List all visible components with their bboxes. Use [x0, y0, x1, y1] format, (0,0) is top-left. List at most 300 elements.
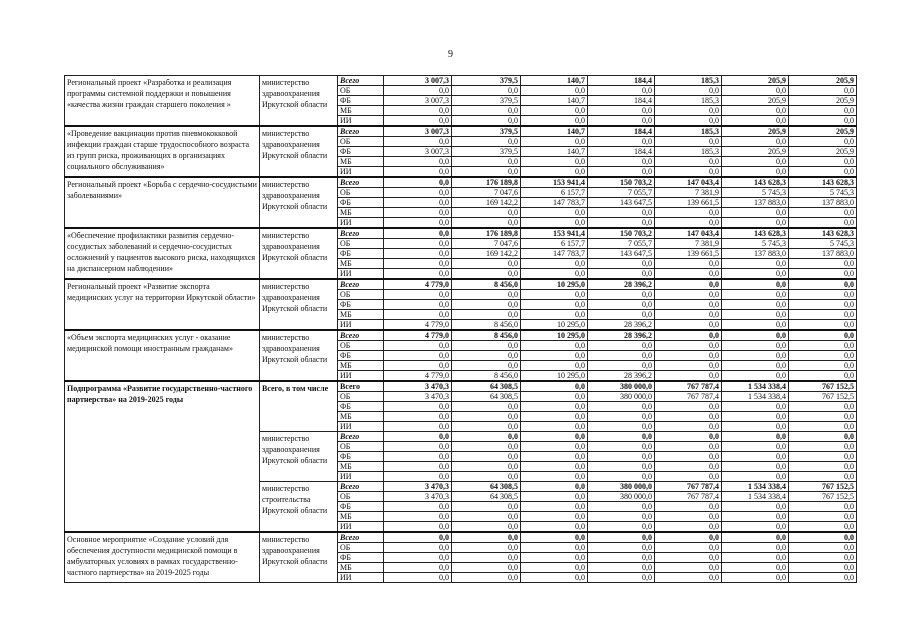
amount-cell: 0,0 — [452, 86, 521, 96]
executor-cell: министерство здравоохранения Иркутской области — [260, 126, 338, 177]
amount-cell: 0,0 — [588, 300, 655, 310]
amount-cell: 0,0 — [722, 86, 789, 96]
amount-cell: 380 000,0 — [588, 492, 655, 502]
amount-cell: 0,0 — [384, 106, 452, 116]
funding-source-cell: Всего — [338, 76, 384, 86]
amount-cell: 0,0 — [722, 422, 789, 432]
amount-cell: 169 142,2 — [452, 198, 521, 208]
amount-cell: 0,0 — [722, 573, 789, 583]
amount-cell: 5 745,3 — [722, 239, 789, 249]
amount-cell: 147 043,4 — [655, 177, 722, 188]
amount-cell: 0,0 — [722, 512, 789, 522]
amount-cell: 0,0 — [384, 300, 452, 310]
funding-source-cell: ОБ — [338, 188, 384, 198]
table-row — [65, 228, 857, 239]
amount-cell: 0,0 — [789, 422, 857, 432]
amount-cell: 0,0 — [384, 188, 452, 198]
amount-cell: 0,0 — [722, 157, 789, 167]
amount-cell: 0,0 — [384, 116, 452, 127]
amount-cell: 0,0 — [722, 290, 789, 300]
amount-cell: 0,0 — [384, 522, 452, 533]
amount-cell: 0,0 — [521, 300, 588, 310]
amount-cell: 0,0 — [521, 412, 588, 422]
amount-cell: 0,0 — [588, 472, 655, 482]
amount-cell: 0,0 — [789, 167, 857, 178]
amount-cell: 0,0 — [655, 563, 722, 573]
budget-table — [64, 75, 857, 583]
amount-cell: 380 000,0 — [588, 392, 655, 402]
amount-cell: 3 470,3 — [384, 492, 452, 502]
amount-cell: 0,0 — [722, 462, 789, 472]
amount-cell: 767 787,4 — [655, 482, 722, 492]
amount-cell: 0,0 — [521, 381, 588, 392]
amount-cell: 0,0 — [655, 218, 722, 229]
executor-cell: министерство строительства Иркутской области — [260, 482, 338, 533]
amount-cell: 0,0 — [655, 320, 722, 331]
funding-source-cell: МБ — [338, 310, 384, 320]
funding-source-cell: ОБ — [338, 239, 384, 249]
funding-source-cell: МБ — [338, 563, 384, 573]
amount-cell: 0,0 — [655, 371, 722, 382]
amount-cell: 140,7 — [521, 147, 588, 157]
amount-cell: 0,0 — [655, 330, 722, 341]
amount-cell: 0,0 — [722, 310, 789, 320]
funding-source-cell: МБ — [338, 259, 384, 269]
amount-cell: 0,0 — [452, 452, 521, 462]
amount-cell: 0,0 — [588, 157, 655, 167]
amount-cell: 0,0 — [588, 402, 655, 412]
amount-cell: 0,0 — [588, 573, 655, 583]
amount-cell: 0,0 — [384, 177, 452, 188]
amount-cell: 0,0 — [789, 502, 857, 512]
funding-source-cell: ФБ — [338, 452, 384, 462]
program-name-cell: «Обеспечение профилактики развития сердечно-сосудистых заболеваний и сердечно-сосудистых осложнений у пациентов высокого риска, находящихся на диспансерном наблюдении» — [65, 228, 260, 279]
funding-source-cell: ФБ — [338, 502, 384, 512]
amount-cell: 137 883,0 — [789, 198, 857, 208]
amount-cell: 143 628,3 — [722, 228, 789, 239]
amount-cell: 379,5 — [452, 76, 521, 86]
amount-cell: 0,0 — [722, 116, 789, 127]
amount-cell: 0,0 — [521, 492, 588, 502]
amount-cell: 767 787,4 — [655, 492, 722, 502]
amount-cell: 0,0 — [521, 116, 588, 127]
amount-cell: 143 628,3 — [722, 177, 789, 188]
table-row — [65, 279, 857, 290]
amount-cell: 0,0 — [384, 543, 452, 553]
amount-cell: 0,0 — [655, 462, 722, 472]
executor-cell: Всего, в том числе — [260, 381, 338, 432]
amount-cell: 3 007,3 — [384, 147, 452, 157]
funding-source-cell: ФБ — [338, 147, 384, 157]
amount-cell: 64 308,5 — [452, 482, 521, 492]
amount-cell: 3 007,3 — [384, 76, 452, 86]
amount-cell: 0,0 — [452, 442, 521, 452]
amount-cell: 6 157,7 — [521, 239, 588, 249]
amount-cell: 3 470,3 — [384, 381, 452, 392]
amount-cell: 0,0 — [722, 300, 789, 310]
amount-cell: 150 703,2 — [588, 177, 655, 188]
amount-cell: 0,0 — [655, 452, 722, 462]
amount-cell: 0,0 — [452, 218, 521, 229]
amount-cell: 0,0 — [452, 137, 521, 147]
amount-cell: 4 779,0 — [384, 279, 452, 290]
amount-cell: 0,0 — [789, 330, 857, 341]
amount-cell: 0,0 — [384, 310, 452, 320]
amount-cell: 0,0 — [452, 351, 521, 361]
amount-cell: 0,0 — [722, 502, 789, 512]
funding-source-cell: Всего — [338, 330, 384, 341]
amount-cell: 0,0 — [655, 137, 722, 147]
amount-cell: 184,4 — [588, 96, 655, 106]
funding-source-cell: МБ — [338, 157, 384, 167]
amount-cell: 0,0 — [655, 432, 722, 442]
amount-cell: 0,0 — [521, 290, 588, 300]
amount-cell: 0,0 — [521, 502, 588, 512]
funding-source-cell: ОБ — [338, 492, 384, 502]
amount-cell: 205,9 — [722, 96, 789, 106]
amount-cell: 4 779,0 — [384, 330, 452, 341]
amount-cell: 10 295,0 — [521, 279, 588, 290]
amount-cell: 0,0 — [789, 259, 857, 269]
amount-cell: 3 007,3 — [384, 96, 452, 106]
funding-source-cell: ИИ — [338, 472, 384, 482]
funding-source-cell: ИИ — [338, 522, 384, 533]
amount-cell: 0,0 — [452, 300, 521, 310]
amount-cell: 0,0 — [722, 472, 789, 482]
amount-cell: 169 142,2 — [452, 249, 521, 259]
amount-cell: 0,0 — [655, 208, 722, 218]
amount-cell: 10 295,0 — [521, 371, 588, 382]
amount-cell: 0,0 — [452, 432, 521, 442]
program-name-cell: Подпрограмма «Развитие государственно-частного партнерства» на 2019-2025 годы — [65, 381, 260, 532]
amount-cell: 0,0 — [655, 573, 722, 583]
amount-cell: 0,0 — [521, 137, 588, 147]
amount-cell: 0,0 — [521, 208, 588, 218]
amount-cell: 0,0 — [452, 402, 521, 412]
amount-cell: 153 941,4 — [521, 228, 588, 239]
funding-source-cell: ИИ — [338, 371, 384, 382]
executor-cell: министерство здравоохранения Иркутской области — [260, 228, 338, 279]
amount-cell: 0,0 — [789, 320, 857, 331]
amount-cell: 0,0 — [655, 86, 722, 96]
amount-cell: 0,0 — [452, 269, 521, 280]
amount-cell: 0,0 — [452, 472, 521, 482]
amount-cell: 0,0 — [521, 532, 588, 543]
amount-cell: 184,4 — [588, 147, 655, 157]
amount-cell: 0,0 — [452, 259, 521, 269]
amount-cell: 0,0 — [588, 310, 655, 320]
amount-cell: 185,3 — [655, 126, 722, 137]
executor-cell: министерство здравоохранения Иркутской области — [260, 279, 338, 330]
amount-cell: 0,0 — [521, 573, 588, 583]
funding-source-cell: ИИ — [338, 573, 384, 583]
amount-cell: 0,0 — [655, 543, 722, 553]
amount-cell: 0,0 — [452, 310, 521, 320]
funding-source-cell: Всего — [338, 126, 384, 137]
amount-cell: 0,0 — [789, 462, 857, 472]
amount-cell: 0,0 — [789, 543, 857, 553]
funding-source-cell: ОБ — [338, 290, 384, 300]
funding-source-cell: МБ — [338, 462, 384, 472]
funding-source-cell: ИИ — [338, 167, 384, 178]
amount-cell: 0,0 — [588, 361, 655, 371]
amount-cell: 153 941,4 — [521, 177, 588, 188]
amount-cell: 10 295,0 — [521, 330, 588, 341]
amount-cell: 0,0 — [452, 116, 521, 127]
amount-cell: 0,0 — [521, 259, 588, 269]
amount-cell: 0,0 — [521, 86, 588, 96]
amount-cell: 205,9 — [789, 126, 857, 137]
amount-cell: 8 456,0 — [452, 279, 521, 290]
amount-cell: 0,0 — [521, 543, 588, 553]
funding-source-cell: Всего — [338, 177, 384, 188]
amount-cell: 28 396,2 — [588, 320, 655, 331]
amount-cell: 0,0 — [452, 208, 521, 218]
amount-cell: 0,0 — [789, 208, 857, 218]
amount-cell: 0,0 — [521, 472, 588, 482]
funding-source-cell: Всего — [338, 532, 384, 543]
amount-cell: 0,0 — [722, 361, 789, 371]
amount-cell: 176 189,8 — [452, 228, 521, 239]
amount-cell: 0,0 — [384, 412, 452, 422]
amount-cell: 0,0 — [384, 290, 452, 300]
amount-cell: 0,0 — [722, 351, 789, 361]
amount-cell: 1 534 338,4 — [722, 492, 789, 502]
amount-cell: 0,0 — [521, 482, 588, 492]
amount-cell: 0,0 — [452, 157, 521, 167]
amount-cell: 0,0 — [452, 573, 521, 583]
amount-cell: 185,3 — [655, 147, 722, 157]
amount-cell: 7 047,6 — [452, 188, 521, 198]
amount-cell: 0,0 — [588, 341, 655, 351]
amount-cell: 0,0 — [521, 512, 588, 522]
amount-cell: 8 456,0 — [452, 320, 521, 331]
funding-source-cell: ФБ — [338, 300, 384, 310]
amount-cell: 184,4 — [588, 76, 655, 86]
amount-cell: 0,0 — [588, 208, 655, 218]
amount-cell: 767 152,5 — [789, 392, 857, 402]
amount-cell: 0,0 — [789, 310, 857, 320]
amount-cell: 0,0 — [655, 300, 722, 310]
amount-cell: 147 043,4 — [655, 228, 722, 239]
amount-cell: 0,0 — [722, 341, 789, 351]
amount-cell: 140,7 — [521, 96, 588, 106]
amount-cell: 7 055,7 — [588, 188, 655, 198]
amount-cell: 0,0 — [722, 412, 789, 422]
amount-cell: 205,9 — [722, 126, 789, 137]
funding-source-cell: ФБ — [338, 351, 384, 361]
funding-source-cell: ОБ — [338, 392, 384, 402]
amount-cell: 0,0 — [789, 300, 857, 310]
amount-cell: 0,0 — [722, 106, 789, 116]
amount-cell: 0,0 — [384, 361, 452, 371]
amount-cell: 0,0 — [789, 573, 857, 583]
amount-cell: 0,0 — [789, 442, 857, 452]
funding-source-cell: ИИ — [338, 218, 384, 229]
funding-source-cell: Всего — [338, 381, 384, 392]
amount-cell: 0,0 — [588, 412, 655, 422]
amount-cell: 0,0 — [452, 361, 521, 371]
amount-cell: 0,0 — [722, 532, 789, 543]
amount-cell: 7 047,6 — [452, 239, 521, 249]
amount-cell: 0,0 — [384, 532, 452, 543]
amount-cell: 0,0 — [521, 351, 588, 361]
amount-cell: 0,0 — [722, 137, 789, 147]
amount-cell: 0,0 — [384, 422, 452, 432]
amount-cell: 0,0 — [722, 543, 789, 553]
amount-cell: 0,0 — [384, 432, 452, 442]
amount-cell: 0,0 — [452, 290, 521, 300]
amount-cell: 8 456,0 — [452, 371, 521, 382]
amount-cell: 0,0 — [588, 116, 655, 127]
funding-source-cell: ОБ — [338, 442, 384, 452]
amount-cell: 0,0 — [588, 512, 655, 522]
amount-cell: 0,0 — [521, 563, 588, 573]
amount-cell: 767 787,4 — [655, 392, 722, 402]
amount-cell: 3 007,3 — [384, 126, 452, 137]
amount-cell: 7 381,9 — [655, 188, 722, 198]
amount-cell: 0,0 — [588, 432, 655, 442]
table-row — [65, 76, 857, 86]
executor-cell: министерство здравоохранения Иркутской области — [260, 177, 338, 228]
amount-cell: 0,0 — [384, 167, 452, 178]
amount-cell: 0,0 — [789, 472, 857, 482]
amount-cell: 0,0 — [452, 532, 521, 543]
amount-cell: 0,0 — [452, 167, 521, 178]
table-row — [65, 330, 857, 341]
amount-cell: 0,0 — [655, 412, 722, 422]
amount-cell: 0,0 — [655, 472, 722, 482]
amount-cell: 0,0 — [789, 522, 857, 533]
funding-source-cell: МБ — [338, 208, 384, 218]
funding-source-cell: ОБ — [338, 341, 384, 351]
amount-cell: 0,0 — [588, 553, 655, 563]
amount-cell: 0,0 — [521, 218, 588, 229]
amount-cell: 205,9 — [722, 76, 789, 86]
amount-cell: 0,0 — [655, 402, 722, 412]
amount-cell: 0,0 — [789, 532, 857, 543]
amount-cell: 0,0 — [521, 392, 588, 402]
amount-cell: 143 647,5 — [588, 249, 655, 259]
amount-cell: 0,0 — [588, 269, 655, 280]
amount-cell: 0,0 — [722, 553, 789, 563]
amount-cell: 3 470,3 — [384, 482, 452, 492]
amount-cell: 0,0 — [384, 239, 452, 249]
amount-cell: 143 647,5 — [588, 198, 655, 208]
amount-cell: 139 661,5 — [655, 249, 722, 259]
amount-cell: 0,0 — [789, 269, 857, 280]
funding-source-cell: Всего — [338, 228, 384, 239]
amount-cell: 0,0 — [452, 422, 521, 432]
funding-source-cell: Всего — [338, 432, 384, 442]
amount-cell: 0,0 — [789, 371, 857, 382]
amount-cell: 0,0 — [588, 290, 655, 300]
amount-cell: 767 787,4 — [655, 381, 722, 392]
amount-cell: 150 703,2 — [588, 228, 655, 239]
amount-cell: 0,0 — [655, 553, 722, 563]
amount-cell: 0,0 — [521, 167, 588, 178]
amount-cell: 0,0 — [655, 341, 722, 351]
amount-cell: 767 152,5 — [789, 381, 857, 392]
amount-cell: 0,0 — [655, 442, 722, 452]
amount-cell: 0,0 — [722, 279, 789, 290]
amount-cell: 0,0 — [655, 361, 722, 371]
amount-cell: 0,0 — [655, 512, 722, 522]
amount-cell: 0,0 — [588, 106, 655, 116]
executor-cell: министерство здравоохранения Иркутской области — [260, 532, 338, 583]
amount-cell: 0,0 — [789, 106, 857, 116]
amount-cell: 379,5 — [452, 96, 521, 106]
amount-cell: 0,0 — [521, 402, 588, 412]
amount-cell: 0,0 — [452, 502, 521, 512]
funding-source-cell: ИИ — [338, 320, 384, 331]
amount-cell: 0,0 — [588, 543, 655, 553]
amount-cell: 0,0 — [521, 157, 588, 167]
program-name-cell: Региональный проект «Борьба с сердечно-сосудистыми заболеваниями» — [65, 177, 260, 228]
funding-source-cell: ИИ — [338, 116, 384, 127]
amount-cell: 184,4 — [588, 126, 655, 137]
amount-cell: 0,0 — [789, 512, 857, 522]
amount-cell: 0,0 — [722, 452, 789, 462]
amount-cell: 140,7 — [521, 76, 588, 86]
amount-cell: 0,0 — [521, 553, 588, 563]
funding-source-cell: ФБ — [338, 402, 384, 412]
amount-cell: 0,0 — [655, 167, 722, 178]
amount-cell: 0,0 — [588, 563, 655, 573]
amount-cell: 767 152,5 — [789, 482, 857, 492]
amount-cell: 3 470,3 — [384, 392, 452, 402]
amount-cell: 0,0 — [521, 422, 588, 432]
amount-cell: 0,0 — [384, 228, 452, 239]
amount-cell: 0,0 — [384, 472, 452, 482]
amount-cell: 185,3 — [655, 76, 722, 86]
funding-source-cell: МБ — [338, 412, 384, 422]
program-name-cell: «Объем экспорта медицинских услуг - оказание медицинской помощи иностранным гражданам» — [65, 330, 260, 381]
amount-cell: 0,0 — [384, 269, 452, 280]
amount-cell: 0,0 — [384, 341, 452, 351]
amount-cell: 380 000,0 — [588, 482, 655, 492]
amount-cell: 28 396,2 — [588, 279, 655, 290]
amount-cell: 1 534 338,4 — [722, 392, 789, 402]
amount-cell: 0,0 — [722, 208, 789, 218]
amount-cell: 0,0 — [521, 310, 588, 320]
amount-cell: 0,0 — [789, 290, 857, 300]
amount-cell: 137 883,0 — [722, 249, 789, 259]
amount-cell: 205,9 — [789, 147, 857, 157]
amount-cell: 7 381,9 — [655, 239, 722, 249]
table-row — [65, 126, 857, 137]
funding-source-cell: МБ — [338, 512, 384, 522]
amount-cell: 64 308,5 — [452, 392, 521, 402]
funding-source-cell: Всего — [338, 482, 384, 492]
amount-cell: 1 534 338,4 — [722, 482, 789, 492]
page-number: 9 — [448, 49, 453, 60]
amount-cell: 0,0 — [384, 198, 452, 208]
amount-cell: 0,0 — [521, 432, 588, 442]
amount-cell: 10 295,0 — [521, 320, 588, 331]
amount-cell: 0,0 — [452, 341, 521, 351]
executor-cell: министерство здравоохранения Иркутской области — [260, 432, 338, 482]
amount-cell: 176 189,8 — [452, 177, 521, 188]
amount-cell: 0,0 — [722, 522, 789, 533]
amount-cell: 0,0 — [384, 208, 452, 218]
amount-cell: 0,0 — [521, 442, 588, 452]
amount-cell: 4 779,0 — [384, 320, 452, 331]
amount-cell: 0,0 — [789, 116, 857, 127]
amount-cell: 0,0 — [452, 106, 521, 116]
amount-cell: 137 883,0 — [722, 198, 789, 208]
funding-source-cell: ФБ — [338, 96, 384, 106]
